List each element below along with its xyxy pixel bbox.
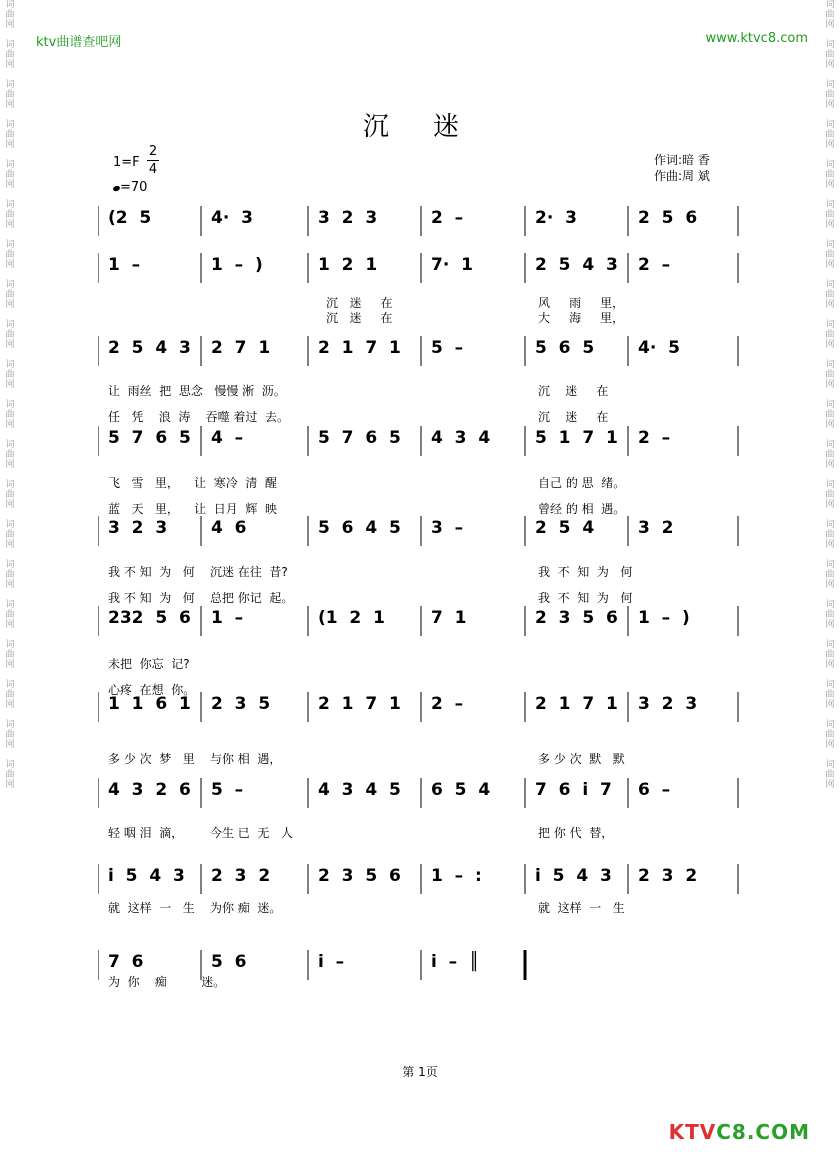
measure: 232 5 6 — [108, 608, 191, 628]
measure: i – — [318, 952, 345, 972]
lyric-line — [108, 899, 748, 915]
credits — [654, 152, 710, 184]
notes-line — [98, 208, 748, 238]
lyric-left: 我 不 知 为 何 总把 你记 起。 — [108, 591, 294, 605]
lyric-left: 沉 迷 在 — [326, 296, 393, 310]
measure: 6 – — [638, 780, 671, 800]
lyric-left: 我 不 知 为 何 沉迷 在往 昔? — [108, 565, 288, 579]
score-row — [98, 330, 748, 370]
measure: 5 – — [211, 780, 244, 800]
measure: i 5 4 3 — [535, 866, 612, 886]
measure: 7 6 — [108, 952, 144, 972]
score-row — [98, 200, 748, 240]
lyric-left: 飞 雪 里， 让 寒冷 清 醒 — [108, 476, 278, 490]
measure: 3 2 — [638, 518, 674, 538]
measure: (2 5 — [108, 208, 152, 228]
lyric-left: 就 这样 一 生 为你 痴 迷。 — [108, 901, 282, 915]
notes-line — [98, 780, 748, 810]
measure: 4 – — [211, 428, 244, 448]
measure: 2 1 7 1 — [318, 338, 401, 358]
notes-line — [98, 428, 748, 458]
lyric-right: 大 海 里， — [538, 311, 625, 325]
measure: 2 – — [431, 208, 464, 228]
lyric-right: 风 雨 里， — [538, 296, 625, 310]
lyric-line — [108, 655, 748, 671]
lyric-line — [108, 474, 748, 490]
measure: 4· 3 — [211, 208, 253, 228]
measure: 5 – — [431, 338, 464, 358]
composer: 作曲:周 斌 — [654, 169, 710, 183]
lyric-right: 就 这样 一 生 — [538, 901, 625, 915]
page-number: 第 1页 — [402, 1065, 438, 1079]
score-row — [98, 247, 748, 287]
score-row — [98, 858, 748, 898]
measure: 2 – — [638, 428, 671, 448]
lyric-right: 曾经 的 相 遇。 — [538, 502, 626, 516]
lyric-right: 自己 的 思 绪。 — [538, 476, 626, 490]
notes-line — [98, 255, 748, 285]
lyric-right: 多 少 次 默 默 — [538, 752, 625, 766]
measure: 4 6 — [211, 518, 247, 538]
measure: 4 3 4 — [431, 428, 491, 448]
measure: 1 – — [108, 255, 141, 275]
notes-line — [98, 518, 748, 548]
measure: (1 2 1 — [318, 608, 385, 628]
measure: 3 2 3 — [638, 694, 698, 714]
measure: 5 1 7 1 — [535, 428, 618, 448]
measure: 7· 1 — [431, 255, 473, 275]
site-url-right[interactable]: www.ktvc8.com — [705, 31, 808, 46]
lyric-left: 让 雨丝 把 思念 慢慢 淅 沥。 — [108, 384, 286, 398]
key-signature: 1=F — [113, 155, 140, 170]
measure: 2 5 4 3 — [535, 255, 618, 275]
lyricist: 作词:暗 香 — [654, 153, 710, 167]
measure: 5 6 4 5 — [318, 518, 401, 538]
measure: 2 3 5 6 — [535, 608, 618, 628]
measure: 7 1 — [431, 608, 467, 628]
measure: 3 2 3 — [318, 208, 378, 228]
measure: 1 – ) — [211, 255, 263, 275]
measure: 5 6 — [211, 952, 247, 972]
lyric-line — [108, 309, 748, 325]
lyric-left: 多 少 次 梦 里 与你 相 遇， — [108, 752, 282, 766]
measure: 2 – — [431, 694, 464, 714]
lyric-left: 沉 迷 在 — [326, 311, 393, 325]
measure: 5 6 5 — [535, 338, 595, 358]
lyric-line — [108, 589, 748, 605]
time-signature — [147, 144, 159, 177]
measure: 3 – — [431, 518, 464, 538]
lyric-line — [108, 563, 748, 579]
measure: 7 6 i 7 — [535, 780, 612, 800]
lyric-left: 任 凭 浪 涛 吞噬 着过 去。 — [108, 410, 290, 424]
score-row — [98, 420, 748, 460]
site-name-left[interactable]: ktv曲谱查吧网 — [36, 35, 122, 50]
score-row — [98, 772, 748, 812]
measure: 2 1 7 1 — [318, 694, 401, 714]
lyric-right: 沉 迷 在 — [538, 410, 609, 424]
measure: 1 – : — [431, 866, 482, 886]
lyric-right: 我 不 知 为 何 — [538, 565, 633, 579]
measure: 2 3 2 — [211, 866, 271, 886]
measure: 3 2 3 — [108, 518, 168, 538]
measure: 6 5 4 — [431, 780, 491, 800]
measure: 4· 5 — [638, 338, 680, 358]
notes-line — [98, 694, 748, 724]
lyric-left: 心疼 在想 你。 — [108, 683, 196, 697]
logo-red: KTV — [668, 1120, 717, 1144]
measure: 2 – — [638, 255, 671, 275]
site-logo[interactable] — [669, 1120, 810, 1144]
measure: 4 3 4 5 — [318, 780, 401, 800]
measure: 2 3 5 — [211, 694, 271, 714]
measure: 1 2 1 — [318, 255, 378, 275]
watermark-right: 词 曲 网 词 曲 网 词 曲 网 词 曲 网 词 曲 网 词 曲 网 词 曲 网 词 曲 网 词 曲 网 词 曲 网 词 曲 网 词 曲 网 词 曲 网 词 曲 网 词 曲 网 词 曲 网 词 曲 网 词 曲 网 词 曲 网 词 曲 网 — [825, 0, 835, 790]
time-denominator: 4 — [148, 162, 158, 177]
measure: 5 7 6 5 — [108, 428, 191, 448]
logo-green: C8.COM — [716, 1120, 810, 1144]
measure: 2· 3 — [535, 208, 577, 228]
watermark-left: 词 曲 网 词 曲 网 词 曲 网 词 曲 网 词 曲 网 词 曲 网 词 曲 网 词 曲 网 词 曲 网 词 曲 网 词 曲 网 词 曲 网 词 曲 网 词 曲 网 词 曲 网 词 曲 网 词 曲 网 词 曲 网 词 曲 网 词 曲 网 — [5, 0, 15, 790]
measure: 2 3 5 6 — [318, 866, 401, 886]
lyric-line — [108, 824, 748, 840]
lyric-line — [108, 294, 748, 310]
measure: 1 – — [211, 608, 244, 628]
notes-line — [98, 338, 748, 368]
measure: 2 5 4 3 — [108, 338, 191, 358]
measure: i – ║ — [431, 952, 480, 972]
measure: 4 3 2 6 — [108, 780, 191, 800]
measure: 2 3 2 — [638, 866, 698, 886]
measure: i 5 4 3 — [108, 866, 185, 886]
measure: 1 1 6 1 — [108, 694, 191, 714]
lyric-line — [108, 973, 748, 989]
lyric-line — [108, 750, 748, 766]
lyric-right: 我 不 知 为 何 — [538, 591, 633, 605]
measure: 2 7 1 — [211, 338, 271, 358]
notes-line — [98, 608, 748, 638]
lyric-right: 沉 迷 在 — [538, 384, 609, 398]
tempo-marking — [113, 180, 147, 195]
song-title: 沉 迷 — [362, 112, 478, 142]
measure: 5 7 6 5 — [318, 428, 401, 448]
lyric-line — [108, 500, 748, 516]
lyric-line — [108, 382, 748, 398]
lyric-line — [108, 681, 748, 697]
measure: 2 1 7 1 — [535, 694, 618, 714]
score-row — [98, 600, 748, 640]
measure: 2 5 4 — [535, 518, 595, 538]
measure: 1 – ) — [638, 608, 690, 628]
notes-line — [98, 866, 748, 896]
time-numerator: 2 — [148, 144, 158, 159]
lyric-left: 为 你 痴 迷。 — [108, 975, 226, 989]
measure: 2 5 6 — [638, 208, 698, 228]
lyric-left: 蓝 天 里， 让 日月 辉 映 — [108, 502, 278, 516]
tempo-value: =70 — [120, 180, 148, 195]
lyric-left: 轻 咽 泪 滴， 今生 已 无 人 — [108, 826, 293, 840]
lyric-line — [108, 408, 748, 424]
lyric-left: 未把 你忘 记? — [108, 657, 190, 671]
lyric-right: 把 你 代 替， — [538, 826, 614, 840]
